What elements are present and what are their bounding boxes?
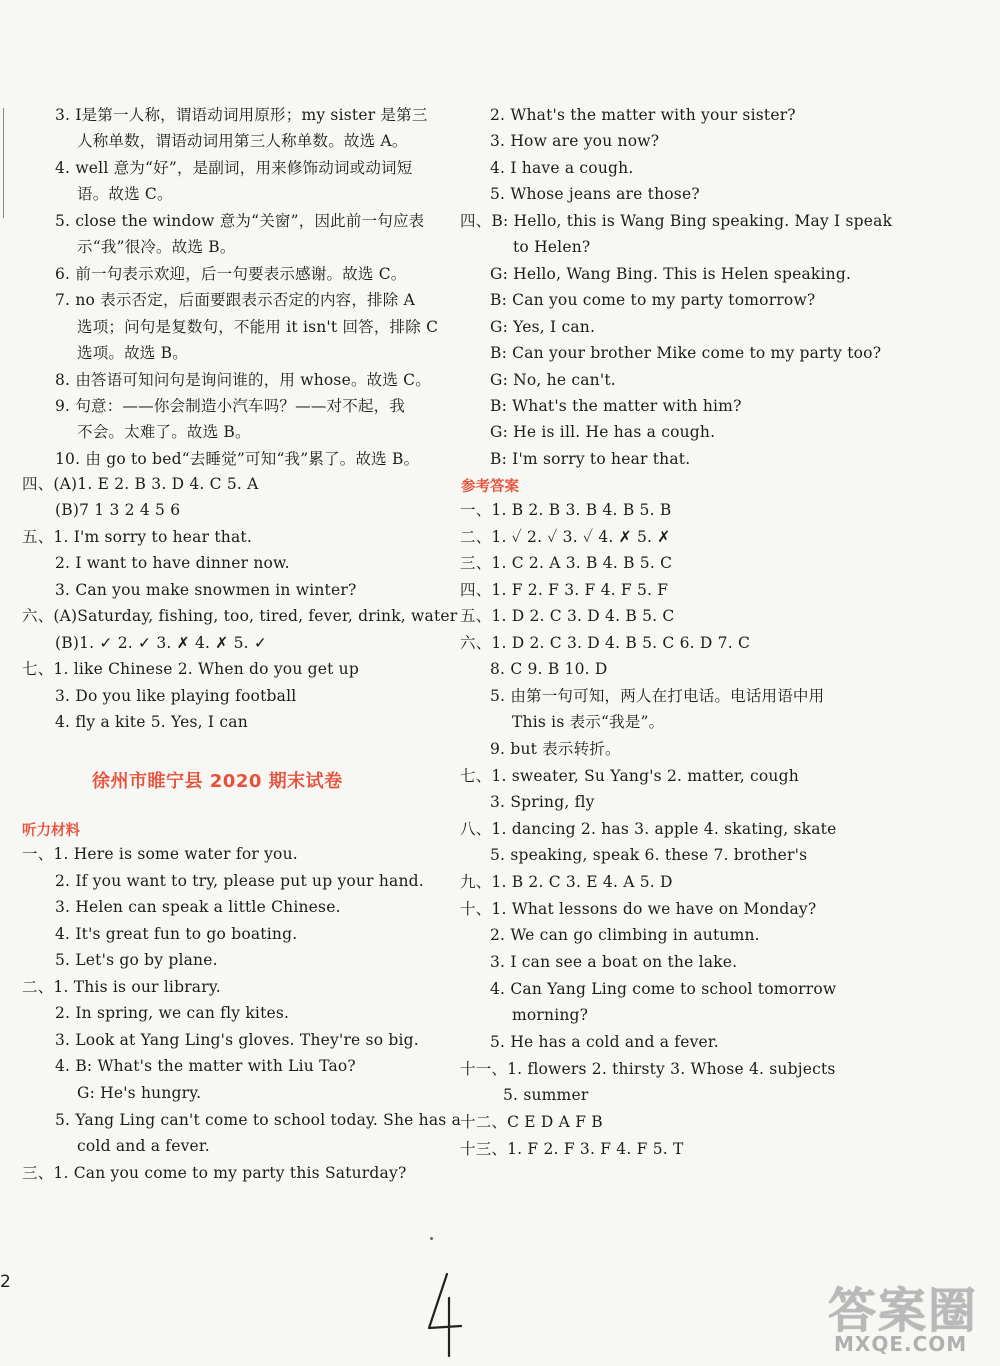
watermark-url: MXQE.COM xyxy=(834,1332,968,1356)
text-line: 4. fly a kite 5. Yes, I can xyxy=(55,713,248,731)
text-line: 5. Whose jeans are those? xyxy=(490,185,700,203)
text-line: 选项。故选 B。 xyxy=(77,344,188,362)
text-line: 8. 由答语可知问句是询问谁的，用 whose。故选 C。 xyxy=(55,371,431,389)
text-line: 9. 句意：——你会制造小汽车吗？——对不起，我 xyxy=(55,397,406,415)
text-line: 2. In spring, we can fly kites. xyxy=(55,1004,290,1022)
text-line: 七、1. like Chinese 2. When do you get up xyxy=(22,660,359,678)
text-line: 一、1. B 2. B 3. B 4. B 5. B xyxy=(460,501,672,519)
text-line: G: Hello, Wang Bing. This is Helen speaking. xyxy=(490,265,852,283)
text-line: 4. well 意为“好”，是副词，用来修饰动词或动词短 xyxy=(55,159,413,177)
text-line: 3. Spring, fly xyxy=(490,793,595,811)
page-number: 2 xyxy=(0,1272,11,1292)
text-line: 5. Yang Ling can't come to school today. She has a xyxy=(55,1111,462,1129)
text-line: 2. What's the matter with your sister? xyxy=(490,106,796,124)
text-line: 三、1. C 2. A 3. B 4. B 5. C xyxy=(460,554,673,572)
text-line: 九、1. B 2. C 3. E 4. A 5. D xyxy=(460,873,673,891)
text-line: 四、B: Hello, this is Wang Bing speaking. May I speak xyxy=(460,212,893,230)
text-line: 3. I can see a boat on the lake. xyxy=(490,953,738,971)
text-line: 四、(A)1. E 2. B 3. D 4. C 5. A xyxy=(22,475,259,493)
text-line: 9. but 表示转折。 xyxy=(490,740,621,758)
text-line: B: I'm sorry to hear that. xyxy=(490,450,691,468)
text-line: cold and a fever. xyxy=(77,1137,210,1155)
text-line: B: Can you come to my party tomorrow? xyxy=(490,291,816,309)
text-line: 4. B: What's the matter with Liu Tao? xyxy=(55,1057,356,1075)
text-line: 3. I是第一人称，谓语动词用原形；my sister 是第三 xyxy=(55,106,428,124)
text-line: 十三、1. F 2. F 3. F 4. F 5. T xyxy=(460,1140,684,1158)
text-line: 5. close the window 意为“关窗”，因此前一句应表 xyxy=(55,212,425,230)
text-line: 七、1. sweater, Su Yang's 2. matter, cough xyxy=(460,767,799,785)
answers-heading: 参考答案 xyxy=(461,479,519,495)
text-line: 5. summer xyxy=(503,1086,589,1104)
text-line: 3. Do you like playing football xyxy=(55,687,297,705)
text-line: 十一、1. flowers 2. thirsty 3. Whose 4. subjects xyxy=(460,1060,836,1078)
text-line: 六、1. D 2. C 3. D 4. B 5. C 6. D 7. C xyxy=(460,634,751,652)
text-line: 4. I have a cough. xyxy=(490,159,634,177)
text-line: G: He is ill. He has a cough. xyxy=(490,423,716,441)
text-line: 示“我”很冷。故选 B。 xyxy=(77,238,236,256)
text-line: 六、(A)Saturday, fishing, too, tired, fever, drink, water xyxy=(22,607,458,625)
text-line: This is 表示“我是”。 xyxy=(512,713,665,731)
text-line: 2. I want to have dinner now. xyxy=(55,554,290,572)
text-line: 3. Can you make snowmen in winter? xyxy=(55,581,357,599)
text-line: 4. Can Yang Ling come to school tomorrow xyxy=(490,980,837,998)
text-line: 4. It's great fun to go boating. xyxy=(55,925,298,943)
text-line: 人称单数，谓语动词用第三人称单数。故选 A。 xyxy=(77,132,408,150)
text-line: 8. C 9. B 10. D xyxy=(490,660,608,678)
text-line: 五、1. I'm sorry to hear that. xyxy=(22,528,252,546)
text-line: B: What's the matter with him? xyxy=(490,397,742,415)
text-line: 6. 前一句表示欢迎，后一句要表示感谢。故选 C。 xyxy=(55,265,407,283)
binding-margin-line xyxy=(3,108,4,218)
text-line: 5. 由第一句可知，两人在打电话。电话用语中用 xyxy=(490,687,825,705)
text-line: 二、1. This is our library. xyxy=(22,978,221,996)
text-line: 3. Helen can speak a little Chinese. xyxy=(55,898,341,916)
text-line: 十二、C E D A F B xyxy=(460,1113,603,1131)
text-line: 五、1. D 2. C 3. D 4. B 5. C xyxy=(460,607,675,625)
watermark-logo xyxy=(828,1272,994,1358)
text-line: 2. We can go climbing in autumn. xyxy=(490,926,760,944)
text-line: (B)1. ✓ 2. ✓ 3. ✗ 4. ✗ 5. ✓ xyxy=(55,634,268,652)
text-line: 5. He has a cold and a fever. xyxy=(490,1033,719,1051)
text-line: 一、1. Here is some water for you. xyxy=(22,845,298,863)
text-line: 语。故选 C。 xyxy=(77,185,173,203)
text-line: 3. How are you now? xyxy=(490,132,660,150)
ink-dot xyxy=(430,1237,433,1240)
text-line: B: Can your brother Mike come to my party too? xyxy=(490,344,882,362)
text-line: 2. If you want to try, please put up your hand. xyxy=(55,872,424,890)
text-line: 选项；问句是复数句，不能用 it isn't 回答，排除 C xyxy=(77,318,439,336)
text-line: to Helen? xyxy=(513,238,591,256)
text-line: 5. Let's go by plane. xyxy=(55,951,218,969)
watermark-text: 答案圈 xyxy=(828,1283,979,1339)
listening-heading: 听力材料 xyxy=(22,823,80,839)
text-line: morning? xyxy=(512,1006,589,1024)
text-line: 3. Look at Yang Ling's gloves. They're so big. xyxy=(55,1031,419,1049)
text-line: 不会。太难了。故选 B。 xyxy=(77,423,251,441)
text-line: 5. speaking, speak 6. these 7. brother's xyxy=(490,846,808,864)
text-line: 10. 由 go to bed“去睡觉”可知“我”累了。故选 B。 xyxy=(55,450,420,468)
text-line: 八、1. dancing 2. has 3. apple 4. skating, skate xyxy=(460,820,837,838)
text-line: 二、1. ✓ 2. ✓ 3. ✓ 4. ✗ 5. ✗ xyxy=(460,528,671,546)
text-line: 7. no 表示否定，后面要跟表示否定的内容，排除 A xyxy=(55,291,415,309)
text-line: 三、1. Can you come to my party this Saturday? xyxy=(22,1164,407,1182)
text-line: 十、1. What lessons do we have on Monday? xyxy=(460,900,817,918)
handwritten-four-mark xyxy=(425,1270,465,1360)
section-title: 徐州市睢宁县 2020 期末试卷 xyxy=(92,771,343,792)
text-line: G: Yes, I can. xyxy=(490,318,596,336)
text-line: (B)7 1 3 2 4 5 6 xyxy=(55,501,181,519)
text-line: G: No, he can't. xyxy=(490,371,616,389)
text-line: 四、1. F 2. F 3. F 4. F 5. F xyxy=(460,581,669,599)
text-line: G: He's hungry. xyxy=(77,1084,202,1102)
